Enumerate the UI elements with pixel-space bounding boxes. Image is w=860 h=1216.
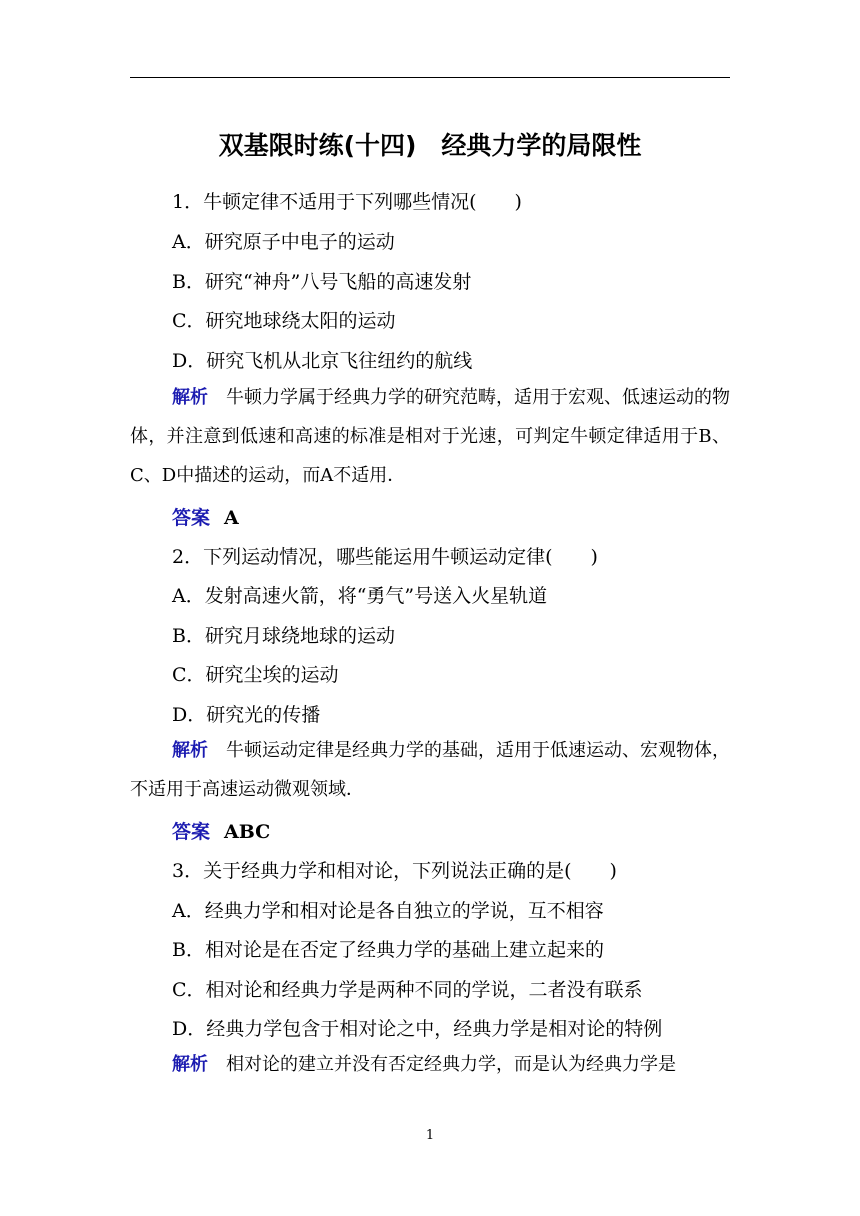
question-2-analysis [130, 731, 730, 809]
question-1-analysis [130, 378, 730, 495]
question-1-option-b: B．研究“神舟”八号飞船的高速发射 [172, 271, 472, 293]
answer-label: 答案 [172, 821, 211, 843]
question-3-stem: 3．关于经典力学和相对论，下列说法正确的是( ) [172, 860, 617, 882]
page-number: 1 [425, 1128, 435, 1143]
analysis-label: 解析 [172, 740, 208, 761]
question-1-option-a: A．研究原子中电子的运动 [172, 231, 395, 253]
analysis-text: 牛顿力学属于经典力学的研究范畴，适用于宏观、低速运动的物体，并注意到低速和高速的标准是相对于光速，可判定牛顿定律适用于B、C、D中描述的运动，而A不适用． [130, 387, 730, 486]
header-rule [130, 77, 730, 78]
page-title: 双基限时练(十四) 经典力学的局限性 [218, 131, 642, 160]
question-2-stem: 2．下列运动情况，哪些能运用牛顿运动定律( ) [172, 546, 598, 568]
question-3-option-d: D．经典力学包含于相对论之中，经典力学是相对论的特例 [172, 1018, 663, 1040]
question-2-option-d: D．研究光的传播 [172, 704, 321, 726]
question-1-answer [172, 503, 239, 530]
analysis-text: 牛顿运动定律是经典力学的基础，适用于低速运动、宏观物体，不适用于高速运动微观领域． [130, 740, 730, 800]
question-2-option-a: A．发射高速火箭，将“勇气”号送入火星轨道 [172, 585, 548, 607]
analysis-label: 解析 [172, 1054, 208, 1075]
question-3-option-b: B．相对论是在否定了经典力学的基础上建立起来的 [172, 939, 604, 961]
question-3-analysis [130, 1045, 730, 1084]
question-3-option-c: C．相对论和经典力学是两种不同的学说，二者没有联系 [172, 979, 643, 1001]
answer-value: ABC [224, 821, 271, 843]
question-1-stem: 1．牛顿定律不适用于下列哪些情况( ) [172, 191, 522, 213]
question-2-answer [172, 817, 270, 844]
question-1-option-d: D．研究飞机从北京飞往纽约的航线 [172, 350, 473, 372]
analysis-text: 相对论的建立并没有否定经典力学，而是认为经典力学是 [226, 1054, 676, 1075]
analysis-label: 解析 [172, 387, 208, 408]
question-3-option-a: A．经典力学和相对论是各自独立的学说，互不相容 [172, 900, 604, 922]
question-2-option-b: B．研究月球绕地球的运动 [172, 625, 395, 647]
question-2-option-c: C．研究尘埃的运动 [172, 664, 339, 686]
question-1-option-c: C．研究地球绕太阳的运动 [172, 310, 396, 332]
answer-value: A [224, 507, 239, 529]
answer-label: 答案 [172, 507, 211, 529]
